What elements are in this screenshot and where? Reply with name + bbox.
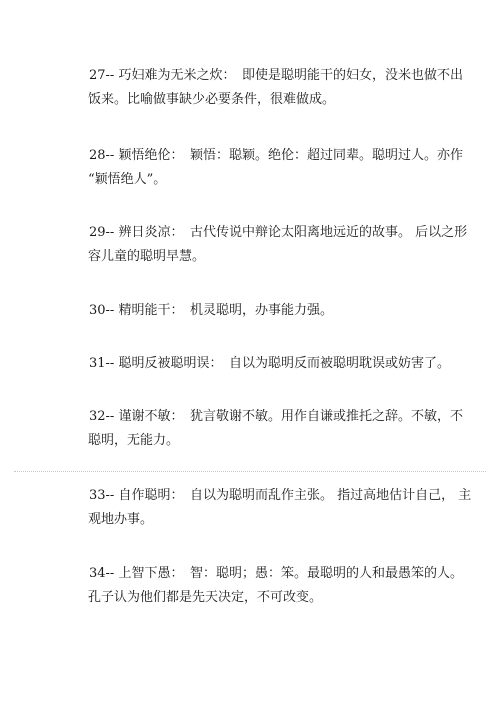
- entry-29: [88, 221, 468, 269]
- entry-line: 27-- 巧妇难为无米之炊： 即使是聪明能干的妇女，没米也做不出: [89, 68, 463, 83]
- entry-line: 容儿童的聪明早慧。: [88, 249, 206, 264]
- page-divider: [14, 471, 486, 472]
- entry-line: 34-- 上智下愚： 智：聪明；愚：笨。最聪明的人和最愚笨的人。: [89, 566, 463, 581]
- entry-28: [88, 144, 463, 192]
- entry-31: [89, 352, 450, 376]
- entry-line: 28-- 颖悟绝伦： 颖悟：聪颖。绝伦：超过同辈。聪明过人。亦作: [89, 148, 463, 163]
- entry-line: 饭来。比喻做事缺少必要条件，很难做成。: [88, 92, 336, 107]
- entry-line: 33-- 自作聪明： 自以为聪明而乱作主张。 指过高地估计自己， 主: [89, 488, 472, 503]
- entry-line: 30-- 精明能干： 机灵聪明，办事能力强。: [89, 303, 333, 318]
- entry-33: [88, 484, 472, 532]
- entry-27: [88, 64, 463, 112]
- entry-line: 31-- 聪明反被聪明误： 自以为聪明反而被聪明耽误或妨害了。: [89, 356, 450, 371]
- entry-line: 29-- 辨日炎凉： 古代传说中辩论太阳离地远近的故事。 后以之形: [89, 225, 468, 240]
- entry-line: 观地办事。: [88, 512, 154, 527]
- entry-line: 聪明，无能力。: [88, 433, 180, 448]
- entry-line: 孔子认为他们都是先天决定，不可改变。: [88, 590, 323, 605]
- entry-line: 32-- 谨谢不敏： 犹言敬谢不敏。用作自谦或推托之辞。不敏，不: [89, 409, 463, 424]
- entry-line: “颖悟绝人”。: [88, 172, 167, 187]
- entry-30: [89, 299, 434, 323]
- entry-34: [88, 562, 463, 610]
- entry-32: [88, 405, 463, 453]
